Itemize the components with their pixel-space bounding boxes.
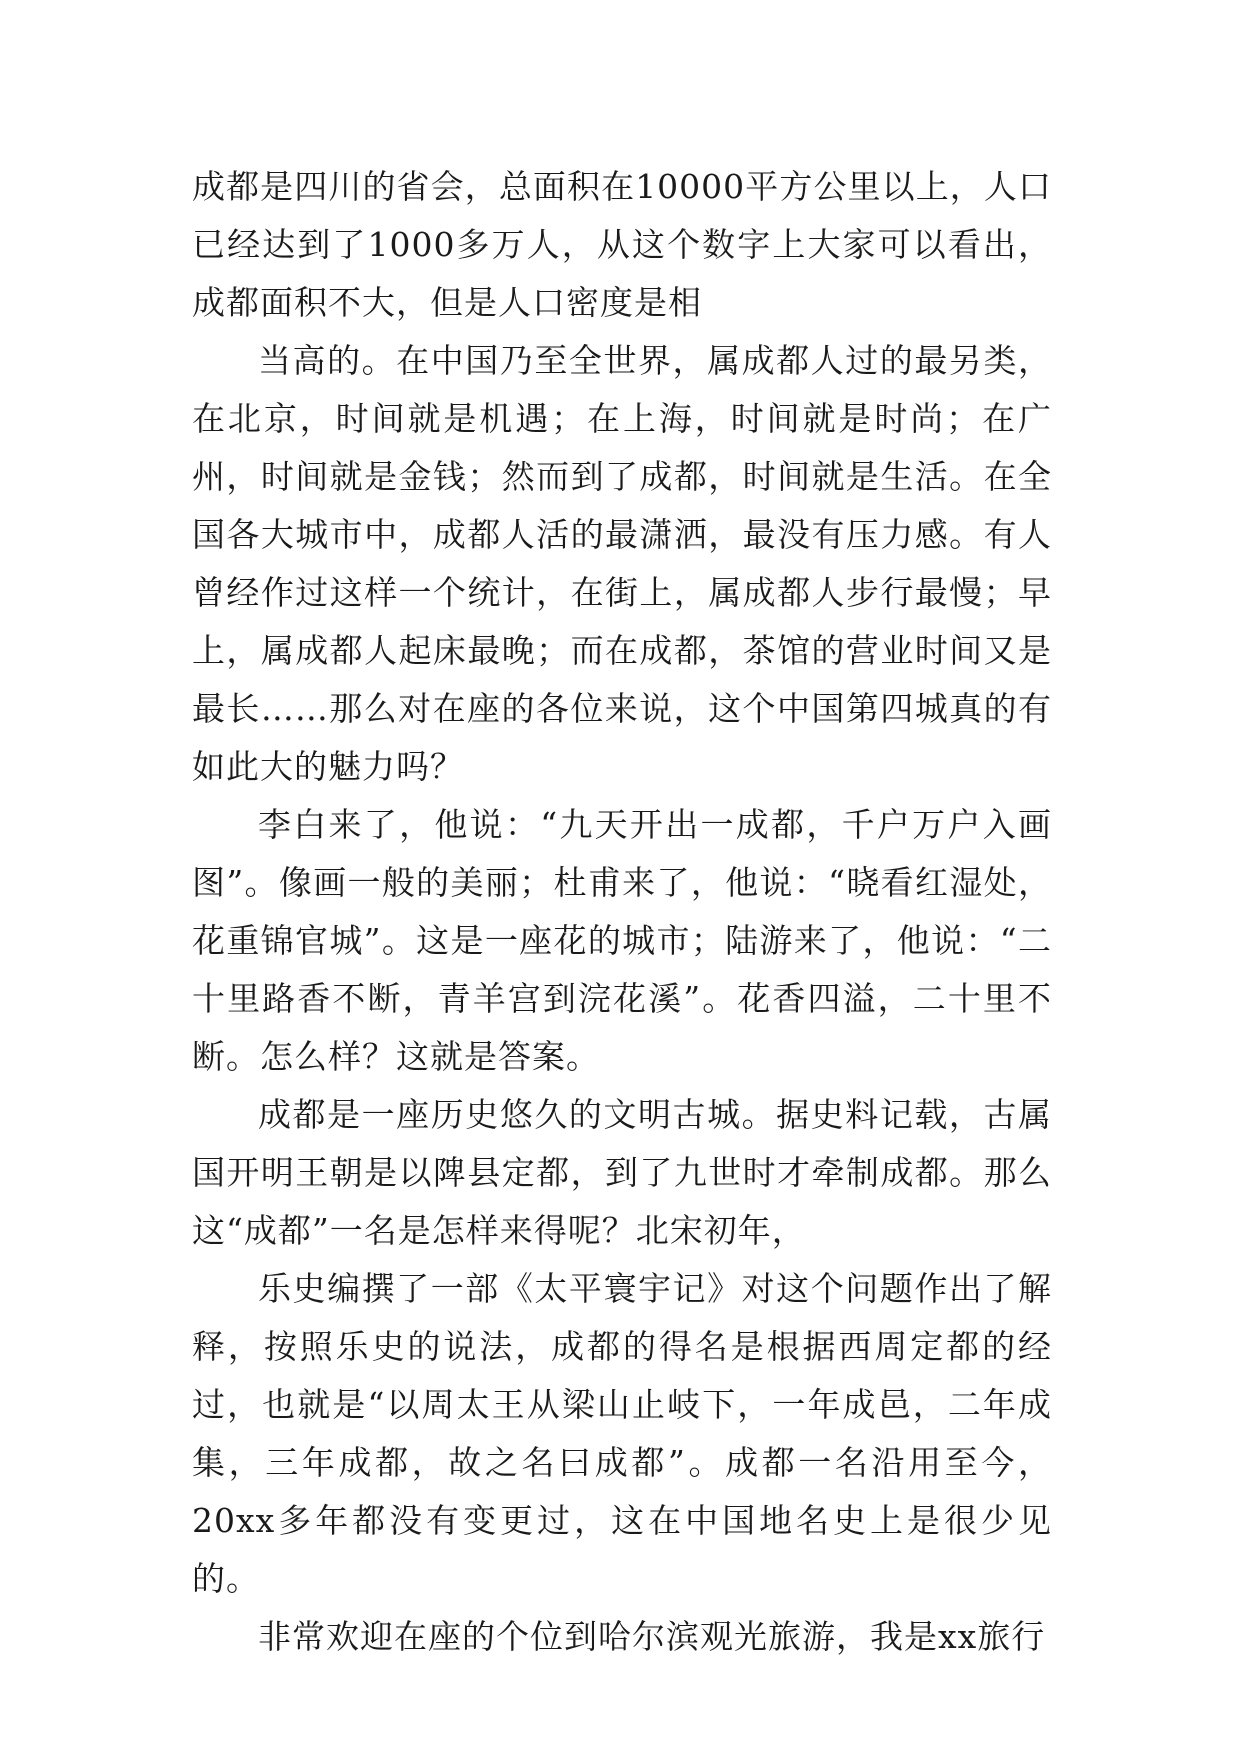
paragraph-1: 成都是四川的省会，总面积在10000平方公里以上，人口已经达到了1000多万人，从这个数字上大家可以看出，成都面积不大，但是人口密度是相 [192,167,1052,322]
paragraph-4: 成都是一座历史悠久的文明古城。据史料记载，古属国开明王朝是以陴县定都，到了九世时才牵制成都。那么这“成都”一名是怎样来得呢？北宋初年， [192,1095,1052,1250]
paragraph-5: 乐史编撰了一部《太平寰宇记》对这个问题作出了解释，按照乐史的说法，成都的得名是根据西周定都的经过，也就是“以周太王从梁山止岐下，一年成邑，二年成集，三年成都，故之名曰成都”。成都一名沿用至今，20xx多年都没有变更过，这在中国地名史上是很少见的。 [192,1269,1052,1598]
document-body [192,158,1052,1666]
paragraph-2: 当高的。在中国乃至全世界，属成都人过的最另类，在北京，时间就是机遇；在上海，时间就是时尚；在广州，时间就是金钱；然而到了成都，时间就是生活。在全国各大城市中，成都人活的最潇洒，最没有压力感。有人曾经作过这样一个统计，在街上，属成都人步行最慢；早上，属成都人起床最晚；而在成都，茶馆的营业时间又是最长……那么对在座的各位来说，这个中国第四城真的有如此大的魅力吗？ [192,341,1052,786]
paragraph-3: 李白来了，他说：“九天开出一成都，千户万户入画图”。像画一般的美丽；杜甫来了，他说：“晓看红湿处，花重锦官城”。这是一座花的城市；陆游来了，他说：“二十里路香不断，青羊宫到浣花溪”。花香四溢，二十里不断。怎么样？这就是答案。 [192,805,1052,1076]
paragraph-6: 非常欢迎在座的个位到哈尔滨观光旅游，我是xx旅行 [258,1617,1046,1656]
